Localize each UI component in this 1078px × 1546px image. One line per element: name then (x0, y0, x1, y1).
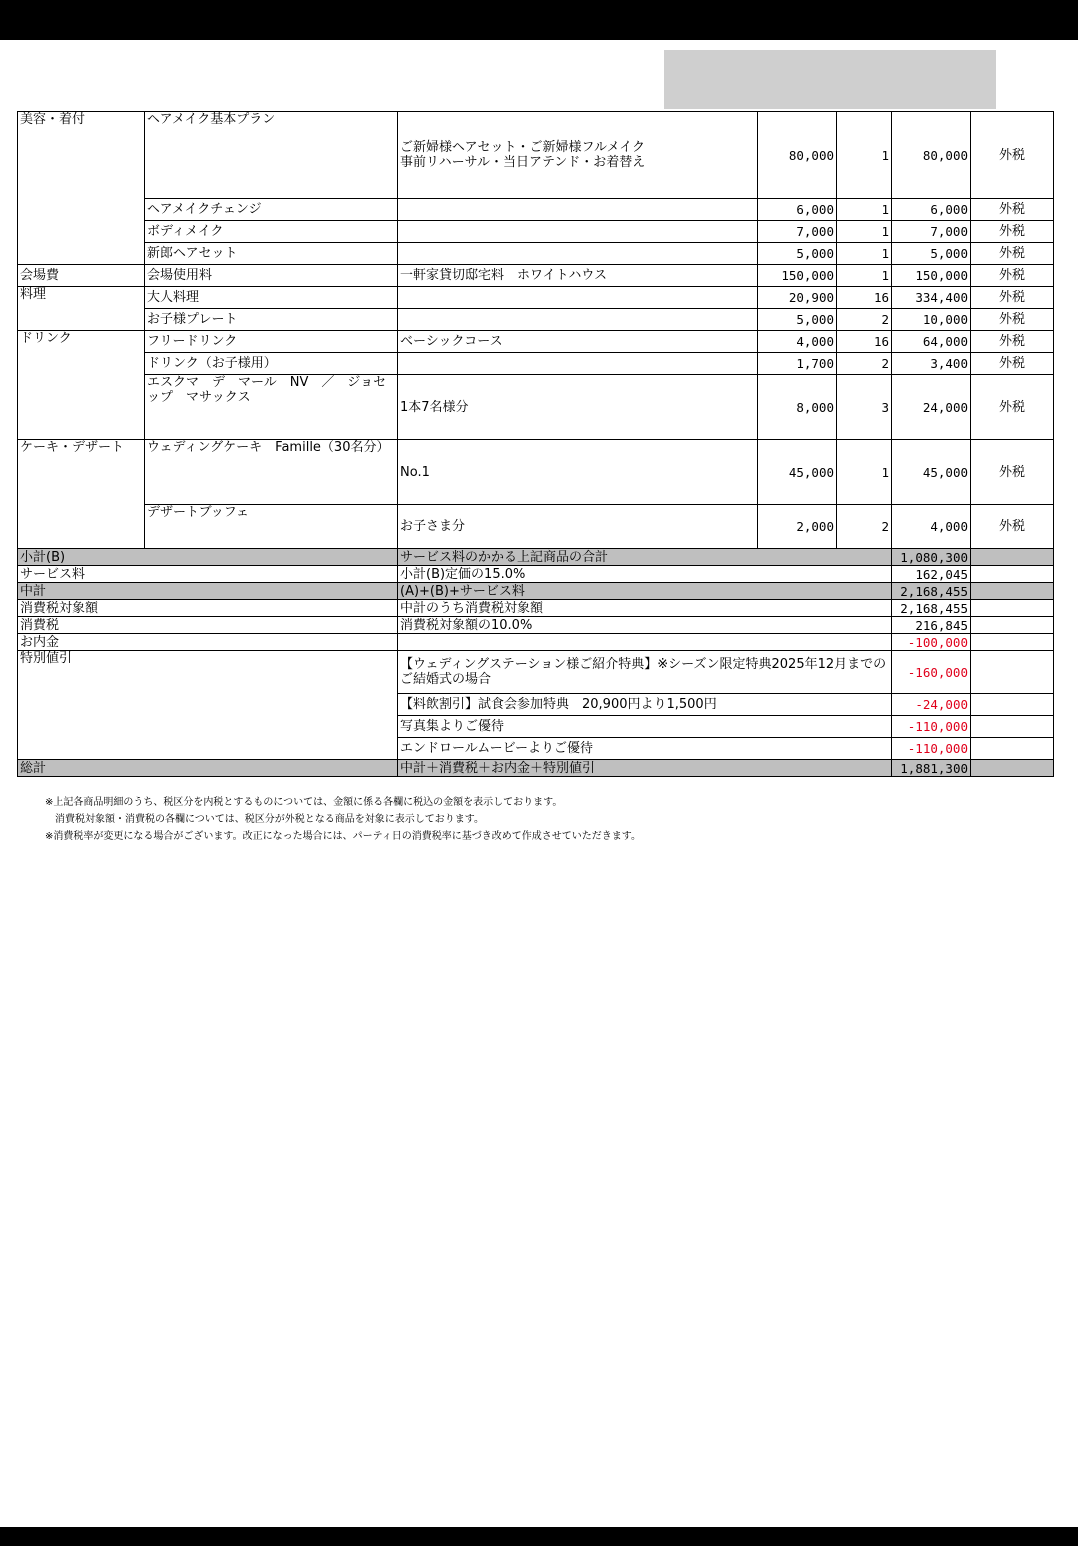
amount: 64,000 (892, 331, 971, 353)
item-name: エスクマ デ マール NV ／ ジョセップ マサックス (145, 375, 398, 440)
tax-type: 外税 (971, 243, 1054, 265)
item-name: お子様プレート (145, 309, 398, 331)
amount: 6,000 (892, 199, 971, 221)
category-cell: 会場費 (18, 265, 145, 287)
summary-amount: 2,168,455 (892, 600, 971, 617)
consumption-tax-row (18, 617, 1054, 634)
tax-type: 外税 (971, 199, 1054, 221)
summary-label: 小計(B) (18, 549, 398, 566)
unit-price: 8,000 (758, 375, 837, 440)
discount-desc: 【料飲割引】試食会参加特典 20,900円より1,500円 (398, 694, 892, 716)
footnote: ※消費税率が変更になる場合がございます。改正になった場合には、パーティ日の消費税率に基づき改めて作成させていただきます。 (45, 831, 641, 842)
unit-price: 4,000 (758, 331, 837, 353)
summary-label: 消費税 (18, 617, 398, 634)
tax-type: 外税 (971, 287, 1054, 309)
amount: 24,000 (892, 375, 971, 440)
tax-type: 外税 (971, 309, 1054, 331)
estimate-table (17, 111, 1054, 777)
table-row (18, 440, 1054, 505)
unit-price: 2,000 (758, 505, 837, 549)
item-desc: 1本7名様分 (398, 375, 758, 440)
unit-price: 5,000 (758, 309, 837, 331)
quantity: 1 (837, 112, 892, 199)
item-desc (398, 353, 758, 375)
summary-amount: 2,168,455 (892, 583, 971, 600)
item-name: ヘアメイクチェンジ (145, 199, 398, 221)
grand-total-row (18, 760, 1054, 777)
unit-price: 20,900 (758, 287, 837, 309)
quantity: 2 (837, 505, 892, 549)
table-row (18, 221, 1054, 243)
tax-type: 外税 (971, 353, 1054, 375)
total-desc: 中計＋消費税＋お内金＋特別値引 (398, 760, 892, 777)
footnotes (45, 794, 641, 845)
table-row (18, 243, 1054, 265)
item-desc: 一軒家貸切邸宅料 ホワイトハウス (398, 265, 758, 287)
summary-label: お内金 (18, 634, 398, 651)
quantity: 1 (837, 265, 892, 287)
bottom-black-bar (0, 1527, 1078, 1546)
unit-price: 1,700 (758, 353, 837, 375)
item-desc: お子さま分 (398, 505, 758, 549)
discount-amount: -110,000 (892, 716, 971, 738)
amount: 150,000 (892, 265, 971, 287)
tax-type: 外税 (971, 440, 1054, 505)
top-black-bar (0, 0, 1078, 40)
item-desc (398, 199, 758, 221)
total-amount: 1,881,300 (892, 760, 971, 777)
deposit-row (18, 634, 1054, 651)
table-row (18, 199, 1054, 221)
tax-type: 外税 (971, 112, 1054, 199)
quantity: 2 (837, 309, 892, 331)
item-name: ボディメイク (145, 221, 398, 243)
discount-desc: 【ウェディングステーション様ご紹介特典】※シーズン限定特典2025年12月までのご結婚式の場合 (398, 651, 892, 694)
quantity: 16 (837, 331, 892, 353)
quantity: 1 (837, 440, 892, 505)
summary-desc: 消費税対象額の10.0% (398, 617, 892, 634)
item-name: 大人料理 (145, 287, 398, 309)
item-desc (398, 287, 758, 309)
table-row (18, 505, 1054, 549)
footnote: ※上記各商品明細のうち、税区分を内税とするものについては、金額に係る各欄に税込の金額を表示しております。 (45, 797, 563, 808)
summary-desc: サービス料のかかる上記商品の合計 (398, 549, 892, 566)
quantity: 2 (837, 353, 892, 375)
summary-label: 消費税対象額 (18, 600, 398, 617)
discount-amount: -160,000 (892, 651, 971, 694)
summary-amount: 1,080,300 (892, 549, 971, 566)
table-row (18, 375, 1054, 440)
table-row (18, 265, 1054, 287)
amount: 7,000 (892, 221, 971, 243)
summary-desc: 小計(B)定価の15.0% (398, 566, 892, 583)
summary-label: 中計 (18, 583, 398, 600)
quantity: 1 (837, 221, 892, 243)
service-charge-row (18, 566, 1054, 583)
amount: 10,000 (892, 309, 971, 331)
footnote: 消費税対象額・消費税の各欄については、税区分が外税となる商品を対象に表示しております。 (45, 814, 484, 825)
unit-price: 6,000 (758, 199, 837, 221)
summary-amount: 162,045 (892, 566, 971, 583)
tax-type: 外税 (971, 331, 1054, 353)
item-name: 会場使用料 (145, 265, 398, 287)
item-name: デザートブッフェ (145, 505, 398, 549)
summary-amount: -100,000 (892, 634, 971, 651)
discount-desc: エンドロールムービーよりご優待 (398, 738, 892, 760)
item-name: フリードリンク (145, 331, 398, 353)
table-row (18, 309, 1054, 331)
amount: 334,400 (892, 287, 971, 309)
taxable-amount-row (18, 600, 1054, 617)
tax-type: 外税 (971, 221, 1054, 243)
summary-label: サービス料 (18, 566, 398, 583)
table-row (18, 353, 1054, 375)
quantity: 1 (837, 243, 892, 265)
summary-amount: 216,845 (892, 617, 971, 634)
tax-type: 外税 (971, 505, 1054, 549)
unit-price: 7,000 (758, 221, 837, 243)
item-desc: ベーシックコース (398, 331, 758, 353)
category-cell: 美容・着付 (18, 112, 145, 265)
unit-price: 45,000 (758, 440, 837, 505)
unit-price: 5,000 (758, 243, 837, 265)
unit-price: 80,000 (758, 112, 837, 199)
summary-desc (398, 634, 892, 651)
item-name: ヘアメイク基本プラン (145, 112, 398, 199)
quantity: 16 (837, 287, 892, 309)
item-desc: No.1 (398, 440, 758, 505)
discount-amount: -24,000 (892, 694, 971, 716)
quantity: 1 (837, 199, 892, 221)
tax-type: 外税 (971, 265, 1054, 287)
tax-type: 外税 (971, 375, 1054, 440)
amount: 4,000 (892, 505, 971, 549)
quantity: 3 (837, 375, 892, 440)
amount: 5,000 (892, 243, 971, 265)
total-label: 総計 (18, 760, 398, 777)
table-row (18, 287, 1054, 309)
amount: 80,000 (892, 112, 971, 199)
summary-desc: (A)+(B)+サービス料 (398, 583, 892, 600)
redacted-area (664, 50, 996, 109)
discount-label: 特別値引 (18, 651, 398, 760)
subtotal-row (18, 549, 1054, 566)
summary-desc: 中計のうち消費税対象額 (398, 600, 892, 617)
item-name: 新郎ヘアセット (145, 243, 398, 265)
item-desc: ご新婦様ヘアセット・ご新婦様フルメイク 事前リハーサル・当日アテンド・お着替え (398, 112, 758, 199)
amount: 3,400 (892, 353, 971, 375)
item-desc (398, 309, 758, 331)
category-cell: ケーキ・デザート (18, 440, 145, 549)
category-cell: ドリンク (18, 331, 145, 440)
item-desc (398, 243, 758, 265)
amount: 45,000 (892, 440, 971, 505)
midtotal-row (18, 583, 1054, 600)
table-row (18, 331, 1054, 353)
discount-desc: 写真集よりご優待 (398, 716, 892, 738)
item-name: ウェディングケーキ Famille（30名分） (145, 440, 398, 505)
item-name: ドリンク（お子様用） (145, 353, 398, 375)
category-cell: 料理 (18, 287, 145, 331)
unit-price: 150,000 (758, 265, 837, 287)
discount-amount: -110,000 (892, 738, 971, 760)
table-row (18, 112, 1054, 199)
item-desc (398, 221, 758, 243)
discount-row (18, 651, 1054, 694)
